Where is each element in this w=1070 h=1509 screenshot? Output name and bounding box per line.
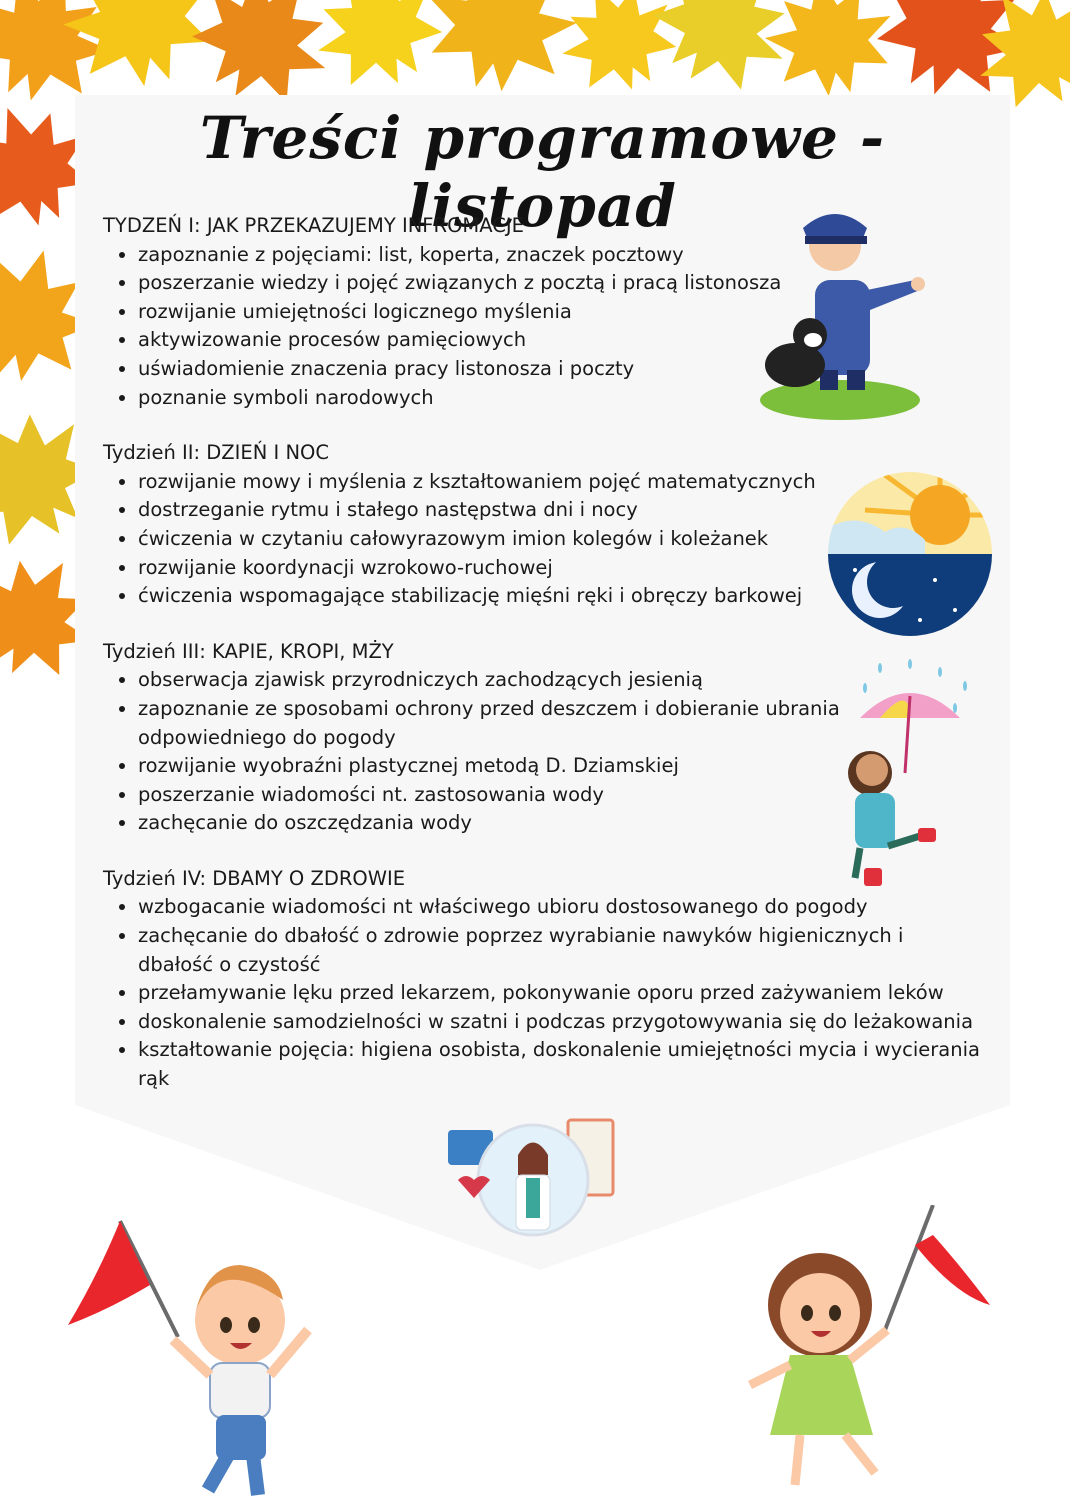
list-item: • wzbogacanie wiadomości nt właściwego ubioru dostosowanego do pogody — [138, 893, 983, 922]
list-item: • przełamywanie lęku przed lekarzem, pokonywanie oporu przed zażywaniem leków — [138, 979, 983, 1008]
list-item: • ćwiczenia w czytaniu całowyrazowym imion kolegów i koleżanek — [138, 525, 983, 554]
postman-illustration — [755, 200, 925, 425]
week-items — [103, 893, 983, 1093]
week-heading: Tydzień II: DZIEŃ I NOC — [103, 441, 330, 465]
list-item: • aktywizowanie procesów pamięciowych — [138, 326, 983, 355]
list-item: • obserwacja zjawisk przyrodniczych zachodzących jesienią — [138, 666, 873, 695]
week-heading: TYDZEŃ I: JAK PRZEKAZUJEMY INFROMACJE — [103, 214, 524, 237]
list-item: • rozwijanie umiejętności logicznego myślenia — [138, 298, 983, 327]
list-item: • uświadomienie znaczenia pracy listonosza i poczty — [138, 355, 983, 384]
doctor-illustration — [428, 1100, 628, 1245]
week-section — [103, 865, 983, 1094]
list-item: • dostrzeganie rytmu i stałego następstwa dni i nocy — [138, 496, 983, 525]
girl-flag-illustration — [745, 1205, 995, 1495]
list-item: • zapoznanie z pojęciami: list, koperta, znaczek pocztowy — [138, 241, 983, 270]
list-item: • poznanie symboli narodowych — [138, 384, 983, 413]
list-item: • rozwijanie wyobraźni plastycznej metodą D. Dziamskiej — [138, 752, 873, 781]
list-item: • zachęcanie do oszczędzania wody — [138, 809, 873, 838]
boy-flag-illustration — [68, 1215, 323, 1505]
list-item: • rozwijanie mowy i myślenia z kształtowaniem pojęć matematycznych — [138, 468, 983, 497]
list-item: • poszerzanie wiedzy i pojęć związanych z pocztą i pracą listonosza — [138, 269, 983, 298]
list-item: • zapoznanie ze sposobami ochrony przed deszczem i dobieranie ubrania odpowiedniego do pogody — [138, 695, 873, 752]
list-item: • zachęcanie do dbałość o zdrowie poprzez wyrabianie nawyków higienicznych i dbałość o czystość — [138, 922, 983, 979]
page-title: Treści programowe - listopad — [199, 104, 886, 240]
list-item: • kształtowanie pojęcia: higiena osobista, doskonalenie umiejętności mycia i wycierania rąk — [138, 1036, 983, 1093]
girl-umbrella-illustration — [820, 658, 980, 890]
list-item: • doskonalenie samodzielności w szatni i podczas przygotowywania się do leżakowania — [138, 1008, 983, 1037]
week-heading: Tydzień IV: DBAMY O ZDROWIE — [103, 866, 406, 890]
week-items — [103, 666, 873, 838]
week-heading: Tydzień III: KAPIE, KROPI, MŻY — [103, 639, 394, 663]
list-item: • ćwiczenia wspomagające stabilizację mięśni ręki i obręczy barkowej — [138, 582, 983, 611]
list-item: • poszerzanie wiadomości nt. zastosowania wody — [138, 781, 873, 810]
day-night-illustration — [825, 470, 995, 638]
list-item: • rozwijanie koordynacji wzrokowo-ruchowej — [138, 554, 983, 583]
